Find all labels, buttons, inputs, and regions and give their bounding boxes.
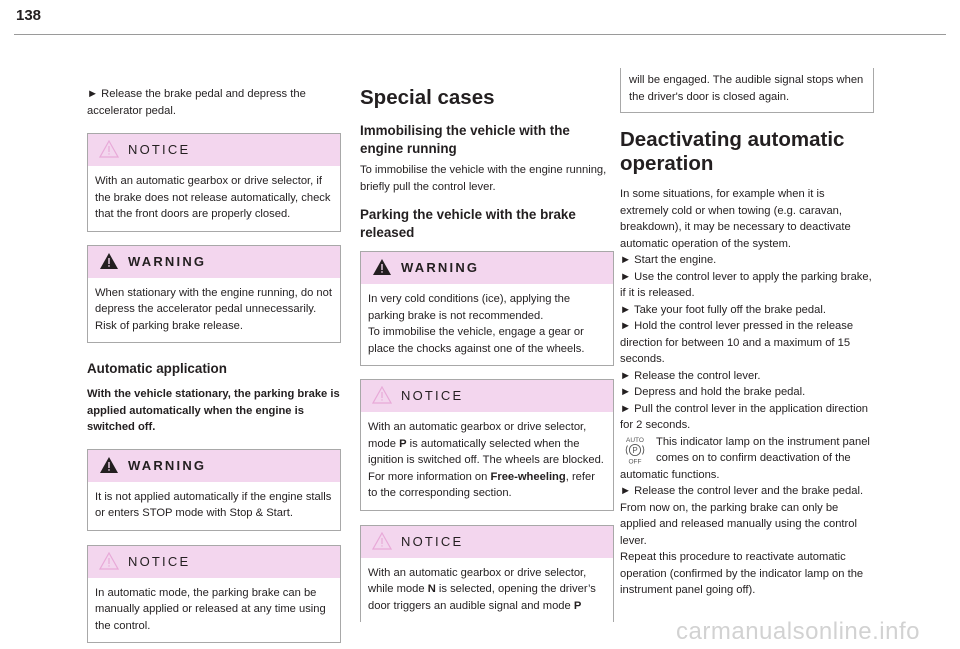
- paragraph: From now on, the parking brake can only be applied and released manually using the control lever.: [620, 501, 857, 547]
- free-wheeling-reference: Free-wheeling: [490, 470, 566, 483]
- notice-label: NOTICE: [128, 142, 191, 157]
- warning-box: [360, 251, 614, 366]
- mode-p: P: [573, 599, 582, 612]
- mode-n: N: [427, 583, 436, 595]
- step: ► Depress and hold the brake pedal.: [620, 386, 806, 398]
- svg-text:AUTO: AUTO: [626, 436, 644, 444]
- indicator-paragraph: AUTO P OFF This indicator lamp on the instrument panel comes on to confirm deactivation of the automatic functions.: [620, 435, 870, 481]
- subheading-parking: Parking the vehicle with the brake released: [360, 207, 576, 240]
- column-1: [87, 86, 341, 643]
- notice-text: In automatic mode, the parking brake can be manually applied or released at any time using the control.: [95, 586, 326, 632]
- section-title: Deactivating automatic operation: [620, 128, 845, 175]
- warning-triangle-icon: [372, 258, 392, 276]
- warning-text: When stationary with the engine running, do not depress the accelerator pedal unnecessarily. Risk of parking brake release.: [95, 286, 332, 332]
- notice-box: [360, 525, 614, 623]
- warning-box: [87, 449, 341, 531]
- immobilising-text: To immobilise the vehicle with the engine running, briefly pull the control lever.: [360, 164, 607, 193]
- notice-triangle-icon: [99, 140, 119, 158]
- warning-line: To immobilise the vehicle, engage a gear or place the chocks against one of the wheels.: [368, 326, 585, 355]
- svg-text:OFF: OFF: [628, 458, 642, 465]
- column-3: [620, 72, 874, 599]
- warning-box: [87, 245, 341, 344]
- warning-line: In very cold conditions (ice), applying the parking brake is not recommended.: [368, 293, 571, 322]
- notice-header: [361, 526, 613, 558]
- notice-text: [361, 412, 613, 510]
- notice-box: [360, 379, 614, 511]
- step: ► Start the engine.: [620, 254, 717, 266]
- column-2: [360, 86, 614, 622]
- subheading-immobilising: Immobilising the vehicle with the engine running: [360, 123, 570, 156]
- intro-paragraph: In some situations, for example when it is extremely cold or when towing (e.g. caravan, breakdown), it may be necessary to deactivate automatic operation of the system.: [620, 188, 851, 250]
- step: ► Take your foot fully off the brake pedal.: [620, 303, 826, 316]
- section-heading: Automatic application: [87, 361, 227, 376]
- step: ► Use the control lever to apply the parking brake, if it is released.: [620, 270, 872, 299]
- warning-triangle-icon: [99, 456, 119, 474]
- warning-label: WARNING: [128, 457, 207, 473]
- intro-step: ► Release the brake pedal and depress the accelerator pedal.: [87, 88, 306, 117]
- notice-text: With an automatic gearbox or drive selector, while mode N is selected, opening the driver’s door triggers an audible signal and mode P: [368, 566, 596, 612]
- warning-header: [88, 246, 340, 278]
- notice-line: For more information on Free-wheeling, refer to the corresponding section.: [368, 470, 595, 499]
- notice-header: [361, 380, 613, 412]
- warning-label: WARNING: [128, 253, 207, 269]
- steps-list: [620, 252, 874, 434]
- notice-box: [87, 545, 341, 644]
- notice-label: NOTICE: [401, 388, 464, 403]
- notice-label: NOTICE: [401, 533, 464, 549]
- warning-label: WARNING: [401, 260, 480, 275]
- warning-text: It is not applied automatically if the engine stalls or enters STOP mode with Stop & Start.: [95, 490, 332, 519]
- step: ► Release the control lever and the brake pedal.: [620, 485, 864, 497]
- step: ► Release the control lever.: [620, 369, 761, 382]
- notice-continued-box: will be engaged. The audible signal stops when the driver's door is closed again.: [620, 68, 874, 113]
- notice-text: With an automatic gearbox or drive selector, if the brake does not release automatically, check that the front doors are properly closed.: [95, 175, 331, 220]
- step: ► Pull the control lever in the application direction for 2 seconds.: [620, 402, 869, 431]
- step: ► Hold the control lever pressed in the release direction for between 10 and a maximum of 15 seconds.: [620, 320, 854, 365]
- notice-triangle-icon: [99, 552, 119, 570]
- top-divider: [14, 34, 946, 35]
- section-title: Special cases: [360, 86, 495, 109]
- notice-line: With an automatic gearbox or drive selector, mode P is automatically selected when the ignition is switched off. The wheels are blocked.: [368, 421, 604, 466]
- notice-box: [87, 133, 341, 232]
- page-number: 138: [16, 7, 42, 24]
- paragraph: Repeat this procedure to reactivate automatic operation (confirmed by the indicator lamp on the instrument panel going off).: [620, 551, 864, 596]
- warning-header: [88, 450, 340, 482]
- notice-triangle-icon: [372, 532, 392, 550]
- svg-text:P: P: [632, 445, 638, 455]
- notice-triangle-icon: [372, 386, 392, 404]
- notice-header: [88, 546, 340, 578]
- watermark: carmanualsonline.info: [676, 618, 920, 645]
- bold-paragraph: With the vehicle stationary, the parking brake is applied automatically when the engine is switched off.: [87, 388, 340, 433]
- notice-header: [88, 134, 340, 166]
- warning-header: [361, 252, 613, 284]
- auto-off-indicator-icon: [620, 435, 650, 465]
- warning-text: [361, 284, 613, 365]
- mode-p: P: [399, 437, 407, 450]
- warning-triangle-icon: [99, 252, 119, 270]
- notice-label: NOTICE: [128, 553, 191, 569]
